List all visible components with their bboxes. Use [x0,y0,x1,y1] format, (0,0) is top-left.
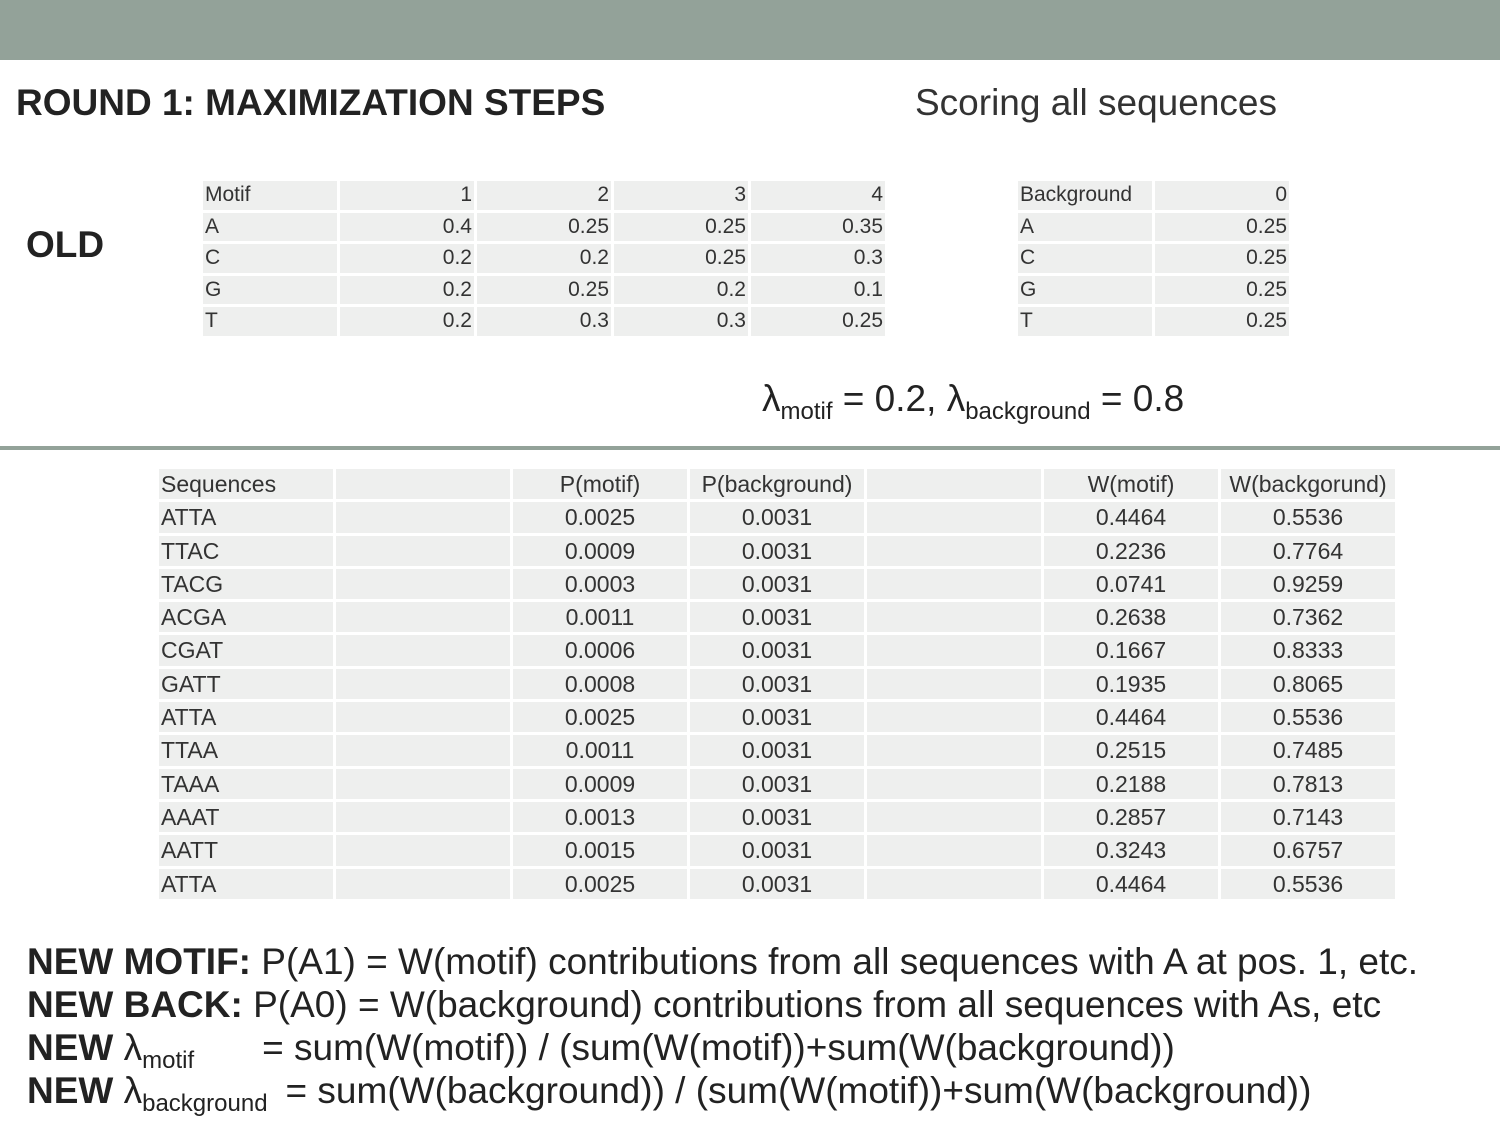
table-header-cell: 4 [751,181,885,210]
table-cell: 0.25 [751,307,885,336]
table-cell: 0.0008 [513,669,687,699]
table-row [159,669,1395,699]
table-cell: 0.2857 [1044,802,1218,832]
table-cell: 0.1 [751,276,885,305]
new-lambda-background-formula [27,1069,1418,1117]
table-cell: CGAT [159,635,333,665]
lambda-symbol: λ [123,1070,143,1111]
table-cell: 0.3 [614,307,748,336]
table-cell: C [1018,244,1152,273]
table-cell: 0.0031 [690,669,864,699]
table-cell: 0.0006 [513,635,687,665]
table-cell: AAAT [159,802,333,832]
table-row [159,769,1395,799]
table-cell: T [1018,307,1152,336]
table-cell: 0.7143 [1221,802,1395,832]
table-header-cell: P(motif) [513,469,687,499]
table-header-cell: P(background) [690,469,864,499]
table-cell: TTAA [159,735,333,765]
table-cell: 0.3 [751,244,885,273]
table-header-cell: Motif [203,181,337,210]
table-cell: TAAA [159,769,333,799]
table-cell: 0.8333 [1221,635,1395,665]
table-row [159,502,1395,532]
table-cell [867,602,1041,632]
table-cell: 0.3243 [1044,835,1218,865]
new-label: NEW [27,1070,124,1111]
table-cell: A [1018,213,1152,242]
table-row [159,869,1395,899]
table-cell: 0.0031 [690,702,864,732]
table-cell: 0.2 [340,276,474,305]
table-header-cell: 0 [1155,181,1289,210]
lambda-background-formula-text: = sum(W(background)) / (sum(W(motif))+sum(W(background)) [285,1070,1312,1111]
table-cell [336,602,510,632]
table-cell [867,769,1041,799]
table-cell [867,536,1041,566]
table-cell: 0.2 [614,276,748,305]
background-probability-table [1015,178,1292,339]
table-cell: 0.0015 [513,835,687,865]
table-row [159,569,1395,599]
table-cell: 0.3 [477,307,611,336]
slide-subtitle: Scoring all sequences [915,82,1277,123]
table-cell: 0.25 [1155,276,1289,305]
table-cell: 0.6757 [1221,835,1395,865]
table-cell [867,635,1041,665]
table-header-cell: 1 [340,181,474,210]
table-cell: ATTA [159,502,333,532]
table-cell: 0.1667 [1044,635,1218,665]
table-cell: 0.7813 [1221,769,1395,799]
new-back-formula [27,983,1418,1026]
table-row [203,276,885,305]
table-cell [336,669,510,699]
table-header-cell [336,469,510,499]
table-row [1018,244,1289,273]
table-row [159,802,1395,832]
lambda-motif-subscript: motif [780,398,833,425]
lambda-background-subscript: background [142,1090,268,1117]
table-cell: 0.25 [614,213,748,242]
table-cell: 0.2515 [1044,735,1218,765]
table-cell: TACG [159,569,333,599]
table-cell [867,835,1041,865]
table-cell [867,802,1041,832]
table-cell: 0.7485 [1221,735,1395,765]
table-cell [336,835,510,865]
table-row [1018,307,1289,336]
table-cell: 0.0741 [1044,569,1218,599]
new-back-text: P(A0) = W(background) contributions from all sequences with As, etc [242,984,1382,1025]
table-cell: 0.9259 [1221,569,1395,599]
table-cell: 0.0031 [690,735,864,765]
table-row [203,244,885,273]
table-cell: 0.25 [1155,307,1289,336]
table-row [159,735,1395,765]
table-cell: AATT [159,835,333,865]
table-row [159,602,1395,632]
table-cell: ACGA [159,602,333,632]
table-cell [336,569,510,599]
table-cell [336,869,510,899]
table-cell: 0.2638 [1044,602,1218,632]
top-accent-bar [0,0,1500,60]
table-cell: 0.0025 [513,502,687,532]
table-cell [336,502,510,532]
table-row [203,213,885,242]
lambda-symbol: λ [123,1027,143,1068]
table-cell: 0.0025 [513,869,687,899]
lambda-motif-formula-text: = sum(W(motif)) / (sum(W(motif))+sum(W(background)) [262,1027,1175,1068]
table-cell [336,635,510,665]
table-cell: 0.0011 [513,602,687,632]
lambda-values [762,378,1185,425]
table-cell [867,669,1041,699]
table-row [203,307,885,336]
table-cell [867,869,1041,899]
table-cell: 0.0013 [513,802,687,832]
table-cell: 0.0031 [690,835,864,865]
table-header-row [1018,181,1289,210]
lambda-symbol: λ [946,378,966,419]
table-cell [867,735,1041,765]
table-cell: A [203,213,337,242]
lambda-background-value: = 0.8 [1090,378,1185,419]
table-cell: 0.4464 [1044,869,1218,899]
table-cell: 0.25 [477,276,611,305]
table-cell: 0.7362 [1221,602,1395,632]
table-header-row [203,181,885,210]
new-label: NEW [27,1027,124,1068]
lambda-symbol: λ [762,378,781,419]
new-motif-text: P(A1) = W(motif) contributions from all sequences with A at pos. 1, etc. [251,941,1419,982]
new-motif-formula [27,940,1418,983]
table-cell: TTAC [159,536,333,566]
table-cell [336,702,510,732]
table-cell: 0.4464 [1044,502,1218,532]
table-cell: 0.25 [477,213,611,242]
old-label: OLD [26,224,105,265]
table-cell: GATT [159,669,333,699]
lambda-motif-value: = 0.2, [832,378,947,419]
table-header-cell: W(backgorund) [1221,469,1395,499]
update-formulas [27,940,1419,1117]
table-header-cell: Sequences [159,469,333,499]
table-cell: 0.2 [477,244,611,273]
table-header-cell: 3 [614,181,748,210]
table-cell: 0.7764 [1221,536,1395,566]
table-cell: G [1018,276,1152,305]
sequence-scoring-table [156,466,1398,902]
lambda-motif-subscript: motif [142,1047,195,1074]
table-cell [336,802,510,832]
table-header-row [159,469,1395,499]
table-cell [336,735,510,765]
table-row [1018,213,1289,242]
table-cell [867,502,1041,532]
table-cell: 0.0009 [513,769,687,799]
table-header-cell [867,469,1041,499]
table-cell: 0.8065 [1221,669,1395,699]
motif-probability-table [200,178,888,339]
table-cell: 0.0031 [690,635,864,665]
table-cell: G [203,276,337,305]
table-cell: 0.2 [340,244,474,273]
lambda-background-subscript: background [965,398,1091,425]
table-cell: 0.0003 [513,569,687,599]
table-cell: 0.5536 [1221,869,1395,899]
table-cell: 0.2188 [1044,769,1218,799]
table-cell: 0.25 [614,244,748,273]
table-cell: ATTA [159,869,333,899]
table-cell: 0.0031 [690,536,864,566]
table-cell: 0.0031 [690,602,864,632]
table-row [159,702,1395,732]
table-cell: 0.0031 [690,569,864,599]
table-header-cell: 2 [477,181,611,210]
table-cell: ATTA [159,702,333,732]
table-row [1018,276,1289,305]
table-cell: 0.4464 [1044,702,1218,732]
table-cell: 0.0031 [690,769,864,799]
table-cell: 0.1935 [1044,669,1218,699]
table-cell: 0.0031 [690,869,864,899]
new-lambda-motif-formula [27,1026,1418,1074]
table-cell: T [203,307,337,336]
table-row [159,835,1395,865]
table-cell: C [203,244,337,273]
table-cell: 0.2 [340,307,474,336]
table-cell [336,769,510,799]
table-cell: 0.25 [1155,244,1289,273]
section-divider [0,446,1500,450]
table-cell: 0.0031 [690,502,864,532]
new-motif-label: NEW MOTIF: [27,941,252,982]
table-cell [336,536,510,566]
table-cell: 0.5536 [1221,502,1395,532]
table-cell [867,569,1041,599]
table-header-cell: W(motif) [1044,469,1218,499]
table-row [159,635,1395,665]
table-cell: 0.0009 [513,536,687,566]
table-cell: 0.2236 [1044,536,1218,566]
table-cell: 0.4 [340,213,474,242]
table-row [159,536,1395,566]
table-cell: 0.5536 [1221,702,1395,732]
table-header-cell: Background [1018,181,1152,210]
table-cell: 0.0011 [513,735,687,765]
new-back-label: NEW BACK: [27,984,243,1025]
table-cell: 0.0031 [690,802,864,832]
table-cell [867,702,1041,732]
table-cell: 0.0025 [513,702,687,732]
table-cell: 0.35 [751,213,885,242]
slide-title: ROUND 1: MAXIMIZATION STEPS [16,82,606,123]
table-cell: 0.25 [1155,213,1289,242]
